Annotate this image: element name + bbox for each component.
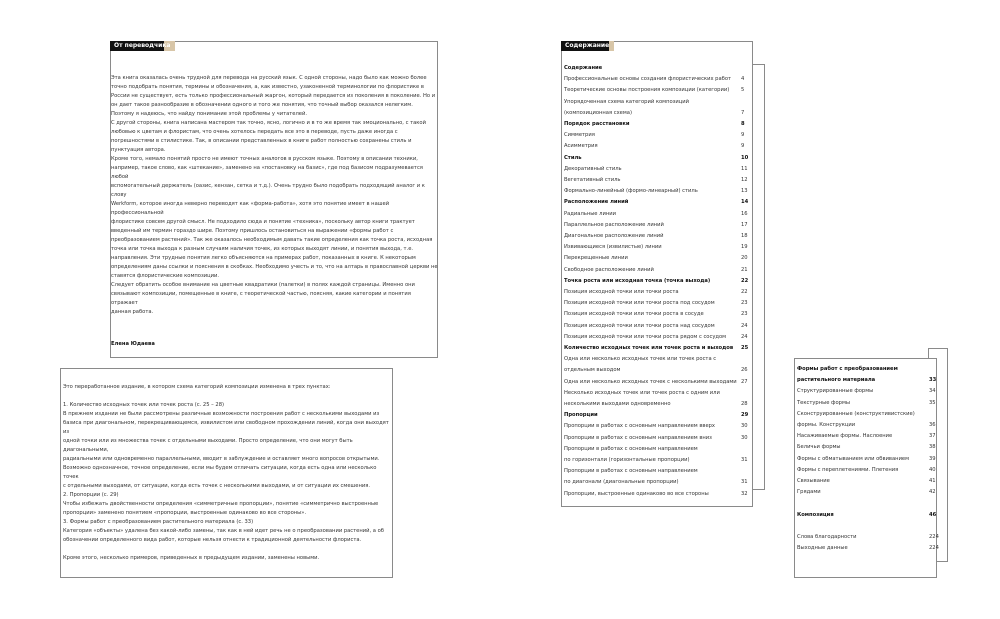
toc-entry [564, 176, 752, 184]
toc-entry-title: Параллельное расположение линий [564, 221, 664, 228]
toc-entry [797, 455, 937, 463]
toc-page-number: 29 [741, 412, 749, 419]
toc-entry [564, 198, 752, 206]
toc-page-number: 10 [741, 154, 749, 161]
toc-entry [797, 387, 937, 395]
toc-page-number: 24 [741, 333, 748, 340]
paragraph-line: он дает такое разнообразие в обозначении одного и того же понятия, что точный выбор оказался нелегким. [111, 102, 413, 108]
toc-entry [564, 187, 752, 195]
toc-page-number: 224 [929, 545, 939, 552]
toc-entry [564, 378, 752, 386]
toc-entry-title: Асимметрия [564, 143, 598, 150]
paragraph-line: Возможно однозначное, точное определение, если мы будем отличать ситуации, когда есть одна или несколько точек [63, 465, 377, 480]
toc-entry [797, 432, 937, 440]
toc-entry-title: Порядок расстановки [564, 121, 630, 127]
toc-entry [564, 355, 752, 363]
toc-page-number: 21 [741, 266, 748, 273]
toc-entry [564, 165, 752, 173]
toc-entry-title: Вегетативный стиль [564, 177, 621, 183]
toc-entry-title: Профессиональные основы создания флористических работ [564, 76, 732, 83]
toc-page-number: 34 [929, 388, 936, 395]
toc-page-number: 37 [929, 433, 936, 440]
toc-entry-title: Содержание [564, 65, 603, 71]
toc-entry [797, 477, 937, 485]
toc-entry-title: Стиль [564, 154, 582, 161]
toc-page-number: 39 [929, 455, 936, 462]
toc-entry [564, 288, 752, 296]
toc-page-number: 33 [929, 377, 937, 384]
toc-page-number: 5 [741, 87, 745, 94]
toc-entry-title: Слова благодарности [797, 534, 857, 540]
toc-entry [564, 120, 752, 128]
toc-page-number: 46 [929, 511, 937, 518]
toc-entry [564, 467, 752, 475]
toc-entry [564, 64, 752, 72]
toc-entry [564, 299, 752, 307]
paragraph-line [63, 545, 393, 554]
toc-entry-title: Пропорции в работах с основным направлением [564, 468, 698, 475]
toc-page-number: 26 [741, 367, 748, 374]
toc-entry-title: Позиция исходной точки или точки роста в сосуде [564, 311, 704, 318]
toc-entry-title: Радиальные линии [564, 210, 616, 217]
toc-page-number: 23 [741, 311, 748, 318]
toc-entry [564, 490, 752, 498]
toc-entry-title: Грядами [797, 489, 821, 496]
toc-entry-title: растительного материала [797, 377, 876, 384]
toc-page-number: 16 [741, 210, 748, 217]
paragraph-line: 2. Пропорции (с. 29) [63, 492, 119, 498]
toc-entry [797, 488, 937, 496]
toc-page-number: 23 [741, 300, 748, 307]
paragraph-line: 1. Количество исходных точек или точек роста (с. 25 – 28) [63, 402, 225, 408]
paragraph-line: пунктуация автора. [111, 147, 166, 153]
toc-entry-title: Одна или несколько исходных точек с несколькими выходами [564, 378, 737, 385]
paragraph-line: Это переработанное издание, в котором схема категорий композиции изменена в трех пунктах: [63, 384, 331, 390]
toc-page-number: 30 [741, 434, 748, 441]
toc-page-number: 28 [741, 401, 748, 407]
paragraph-line: введенный им термин гораздо шире. Поэтому пришлось остановиться на выражении «формы работ с [111, 228, 394, 234]
toc-entry [564, 266, 752, 274]
toc-entry [564, 310, 752, 318]
toc-page-number: 20 [741, 255, 748, 262]
paragraph-line: данная работа. [111, 309, 154, 315]
toc-entry [797, 376, 937, 384]
toc-entry-title: Извивающиеся (извилистые) линии [564, 244, 662, 251]
paragraph-line: В прежнем издании не были рассмотрены различные возможности построения работ с несколькими выходами из [63, 411, 380, 417]
paragraph-line: Категория «объекты» удалена без какой-либо замены, так как в ней идет речь не о преобразовании растений, а об [63, 528, 385, 534]
toc-entry-title: Связывание [797, 478, 830, 484]
edition-note-page [60, 368, 393, 578]
toc-entry-title: Декоративный стиль [564, 165, 622, 172]
translator-signature: Елена Юдаева [111, 341, 155, 347]
paragraph-line: радиальными или одновременно параллельными, вводит в заблуждение и оставляет много вопросов открытыми. [63, 456, 380, 462]
toc-entry [564, 109, 752, 117]
paragraph-line: флористике совсем другой смысл. Не подходило сюда и понятие «техника», поскольку автор книги трактует [111, 219, 415, 225]
paragraph-line: пропорции» заменено понятием «пропорции, выстроенные одинаково во все стороны». [63, 510, 307, 516]
toc-entry [564, 232, 752, 240]
toc-entry-title: Свободное расположение линий [564, 266, 654, 273]
toc-entry-title: отдельным выходом [564, 367, 621, 374]
toc-entry [797, 511, 937, 519]
toc-entry [564, 322, 752, 330]
toc-entry [564, 154, 752, 162]
toc-entry-title: несколькими выходами одновременно [564, 401, 671, 407]
toc-page-number: 7 [741, 109, 745, 116]
toc-entry-title: Диагональное расположение линий [564, 233, 664, 239]
paragraph-line: Кроме того, немало понятий просто не имеют точных аналогов в русском языке. Поэтому в описании техники, [111, 156, 418, 162]
toc-entry-title: Расположение линий [564, 199, 629, 206]
toc-entry-title: Пропорции в работах с основным направлением вниз [564, 434, 712, 441]
contents-page [561, 41, 753, 507]
toc-entry [797, 499, 937, 507]
toc-entry [564, 221, 752, 229]
toc-entry-title: Теоретические основы построения композиции (категории) [564, 87, 730, 94]
toc-entry [797, 544, 937, 552]
toc-entry [564, 98, 752, 106]
toc-entry [797, 533, 937, 541]
toc-entry [797, 466, 937, 474]
toc-entry [564, 277, 752, 285]
toc-entry [564, 445, 752, 453]
toc-page-number: 41 [929, 478, 936, 484]
toc-entry [564, 400, 752, 408]
toc-entry-title: Выходные данные [797, 545, 848, 552]
paragraph-line: с отдельными выходами, от ситуации, когда есть точек с несколькими выходами, и от ситуации их смешения. [63, 483, 370, 489]
paragraph-line: вспомогательный держатель (оазис, кензан, сетка и т.д.). Очень трудно было подобрать подходящий аналог и к слову [111, 183, 425, 198]
toc-entry-title: Формы с обматыванием или обвиванием [797, 455, 910, 462]
toc-entry [564, 142, 752, 150]
paragraph-line: Чтобы избежать двойственности определения «симметричные пропорции», понятие «симметрично выстроенные [63, 501, 379, 507]
toc-page-number: 22 [741, 277, 749, 284]
toc-entry [564, 456, 752, 464]
toc-entry [564, 366, 752, 374]
toc-entry-title: Упорядоченная схема категорий композиций [564, 98, 690, 105]
paragraph-line: одной точки или из множества точек с отдельными выходами. Просто определение, что они могут быть диагональными, [63, 438, 353, 453]
paragraph-line: например, такое слово, как «штекание», заменено на «постановку на базис», где под базисом подразумевается любой [111, 165, 423, 180]
toc-page-number: 9 [741, 132, 745, 139]
toc-page-number: 40 [929, 466, 936, 473]
paragraph-line [63, 392, 393, 401]
toc-entry [797, 421, 937, 429]
toc-page-number: 224 [929, 534, 939, 540]
paragraph-line: любовью к цветам и флористам, что очень хотелось передать все это в переводе, пусть даже иногда с [111, 129, 398, 135]
toc-entry-title: по горизонтали (горизонтальные пропорции) [564, 457, 690, 463]
toc-entry-title: Насаживаемые формы. Наслоение [797, 433, 893, 440]
toc-entry [797, 410, 937, 418]
toc-entry-title: Количество исходных точек или точек роста и выходов [564, 345, 734, 351]
paragraph-line: 3. Формы работ с преобразованием растительного материала (с. 33) [63, 519, 254, 525]
toc-entry-title: Позиция исходной точки или точки роста [564, 289, 679, 295]
toc-entry [564, 411, 752, 419]
toc-entry [564, 344, 752, 352]
toc-page-number: 42 [929, 489, 936, 496]
toc-entry-title: по диагонали (диагональные пропорции) [564, 479, 679, 486]
toc-entry [564, 210, 752, 218]
toc-page-number: 9 [741, 143, 745, 150]
toc-page-number: 24 [741, 322, 748, 329]
toc-page-number: 31 [741, 479, 748, 486]
paragraph-line: Кроме этого, несколько примеров, приведенных в предыдущем издании, заменены новыми. [63, 555, 320, 561]
contents2-page [794, 358, 937, 578]
toc-page-number: 25 [741, 345, 749, 351]
toc-page-number: 36 [929, 422, 936, 428]
paragraph-line: погрешностями в стилистике. Так, в описании представленных в книге работ полностью сохранены стиль и [111, 138, 412, 144]
toc-page-number: 27 [741, 378, 748, 385]
toc-entry-title: Пропорции в работах с основным направлением вверх [564, 423, 716, 430]
toc-entry-title: Формально-линейный (формо-линеарный) стиль [564, 188, 698, 195]
toc-entry [564, 86, 752, 94]
toc-entry-title: Пропорции [564, 412, 598, 419]
paragraph-line: Поэтому я надеюсь, что найду понимание этой проблемы у читателей. [111, 111, 308, 117]
toc-entry-title: Формы с переплетениями. Плетения [797, 466, 899, 473]
toc-entry-title: Несколько исходных точек или точек роста с одним или [564, 389, 720, 396]
paragraph-line: преобразованием растений». Так же оказалось необходимым давать такие определения как точка роста, исходная [111, 237, 433, 243]
toc-page-number: 13 [741, 188, 748, 195]
toc-entry-title: Позиция исходной точки или точки роста над сосудом [564, 322, 715, 329]
toc-entry [564, 389, 752, 397]
edition-note-body [63, 383, 393, 563]
translator-note-page [110, 41, 438, 358]
toc-page-number: 35 [929, 399, 936, 406]
paragraph-line: обозначении определенного вида работ, которые нельзя отнести к традиционной деятельности флориста. [63, 537, 362, 543]
toc-entry [564, 131, 752, 139]
paragraph-line: точно подобрать понятия, термины и обозначения, а, как известно, узаконенной терминологии по флористике в [111, 84, 424, 90]
toc-entry-title: Беличьи формы [797, 444, 841, 451]
toc-page-number: 4 [741, 76, 745, 83]
paragraph-line: Следует обратить особое внимание на цветные квадратики (палетки) в полях каждой страницы. Именно они [111, 282, 415, 288]
toc-entry [564, 434, 752, 442]
toc-entry [564, 478, 752, 486]
toc-entry-title: Структурированные формы [797, 388, 874, 395]
paragraph-line: России не существует, есть только профессиональный жаргон, который передается из поколения в поколение. Но и [111, 93, 436, 99]
paragraph-line: базиса при диагональном, перекрещивающемся, извилистом или свободном прохождении линий, когда они выходят из [63, 420, 389, 435]
toc-page-number: 8 [741, 121, 745, 127]
translator-note-title: От переводчика [110, 41, 164, 51]
toc-entry [797, 365, 937, 373]
toc-entry-title: Позиция исходной точки или точки роста рядом с сосудом [564, 333, 727, 340]
toc-page-number: 22 [741, 289, 748, 295]
toc-page-number: 18 [741, 233, 748, 239]
paragraph-line: ставятся флористические композиции. [111, 273, 220, 279]
toc-page-number: 12 [741, 177, 748, 183]
toc-entry [564, 243, 752, 251]
paragraph-line: С другой стороны, книга написана мастером так точно, ясно, логично и в то же время так эмоционально, с такой [111, 120, 426, 126]
toc-entry-title: Одна или несколько исходных точек или точек роста с [564, 356, 717, 363]
toc-entry [564, 333, 752, 341]
paragraph-line: Эта книга оказалась очень трудной для перевода на русский язык. С одной стороны, надо было как можно более [111, 75, 427, 81]
toc-entry-title: Точка роста или исходная точка (точка выхода) [564, 277, 711, 284]
toc-page-number: 32 [741, 490, 748, 497]
paragraph-line: Werkform, которое иногда неверно переводят как «форма-работа», хотя это понятие имеет в нашей профессиональной [111, 201, 390, 216]
toc-page-number: 38 [929, 444, 936, 451]
toc-entry [797, 522, 937, 530]
toc-page-number: 31 [741, 457, 748, 463]
contents-title: Содержание [561, 41, 609, 51]
toc-entry [797, 443, 937, 451]
toc-entry [564, 75, 752, 83]
toc-entry-title: (композиционная схема) [564, 109, 632, 116]
translator-note-body [111, 74, 439, 317]
toc-entry [564, 254, 752, 262]
toc-entry-title: формы. Конструкции [797, 422, 856, 428]
paragraph-line: направления. Эти трудные понятия легко объясняются на примерах работ, показанных в книге. К некоторым [111, 255, 416, 261]
toc-entry-title: Формы работ с преобразованием [797, 366, 898, 372]
toc-entry [797, 399, 937, 407]
toc-entry [564, 422, 752, 430]
paragraph-line: точка или точка выхода к разным случаям наличия точек, из которых выходят линии, и понятия выхода, т.е. [111, 246, 414, 252]
paragraph-line: связывают композиции, помещенные в книге, с теоретической частью, поясняя, какие категории и понятия отражает [111, 291, 411, 306]
toc-entry-title: Сконструированные (конструктивистские) [797, 410, 915, 417]
toc-page-number: 17 [741, 221, 748, 228]
toc-page-number: 11 [741, 165, 748, 172]
toc-entry-title: Композиция [797, 511, 834, 518]
toc-entry-title: Перекрещенные линии [564, 255, 628, 262]
paragraph-line: определениям даны ссылки и пояснения в скобках. Необходимо учесть и то, что на алтарь в православной церкви не [111, 264, 438, 270]
toc-entry-title: Позиция исходной точки или точки роста под сосудом [564, 300, 715, 307]
toc-page-number: 19 [741, 244, 748, 251]
toc-entry-title: Текстурные формы [797, 399, 850, 406]
toc-entry-title: Пропорции, выстроенные одинаково во все стороны [564, 490, 709, 497]
toc-entry-title: Симметрия [564, 132, 595, 139]
toc-entry-title: Пропорции в работах с основным направлением [564, 445, 698, 452]
toc-page-number: 14 [741, 199, 749, 206]
toc-page-number: 30 [741, 423, 748, 430]
